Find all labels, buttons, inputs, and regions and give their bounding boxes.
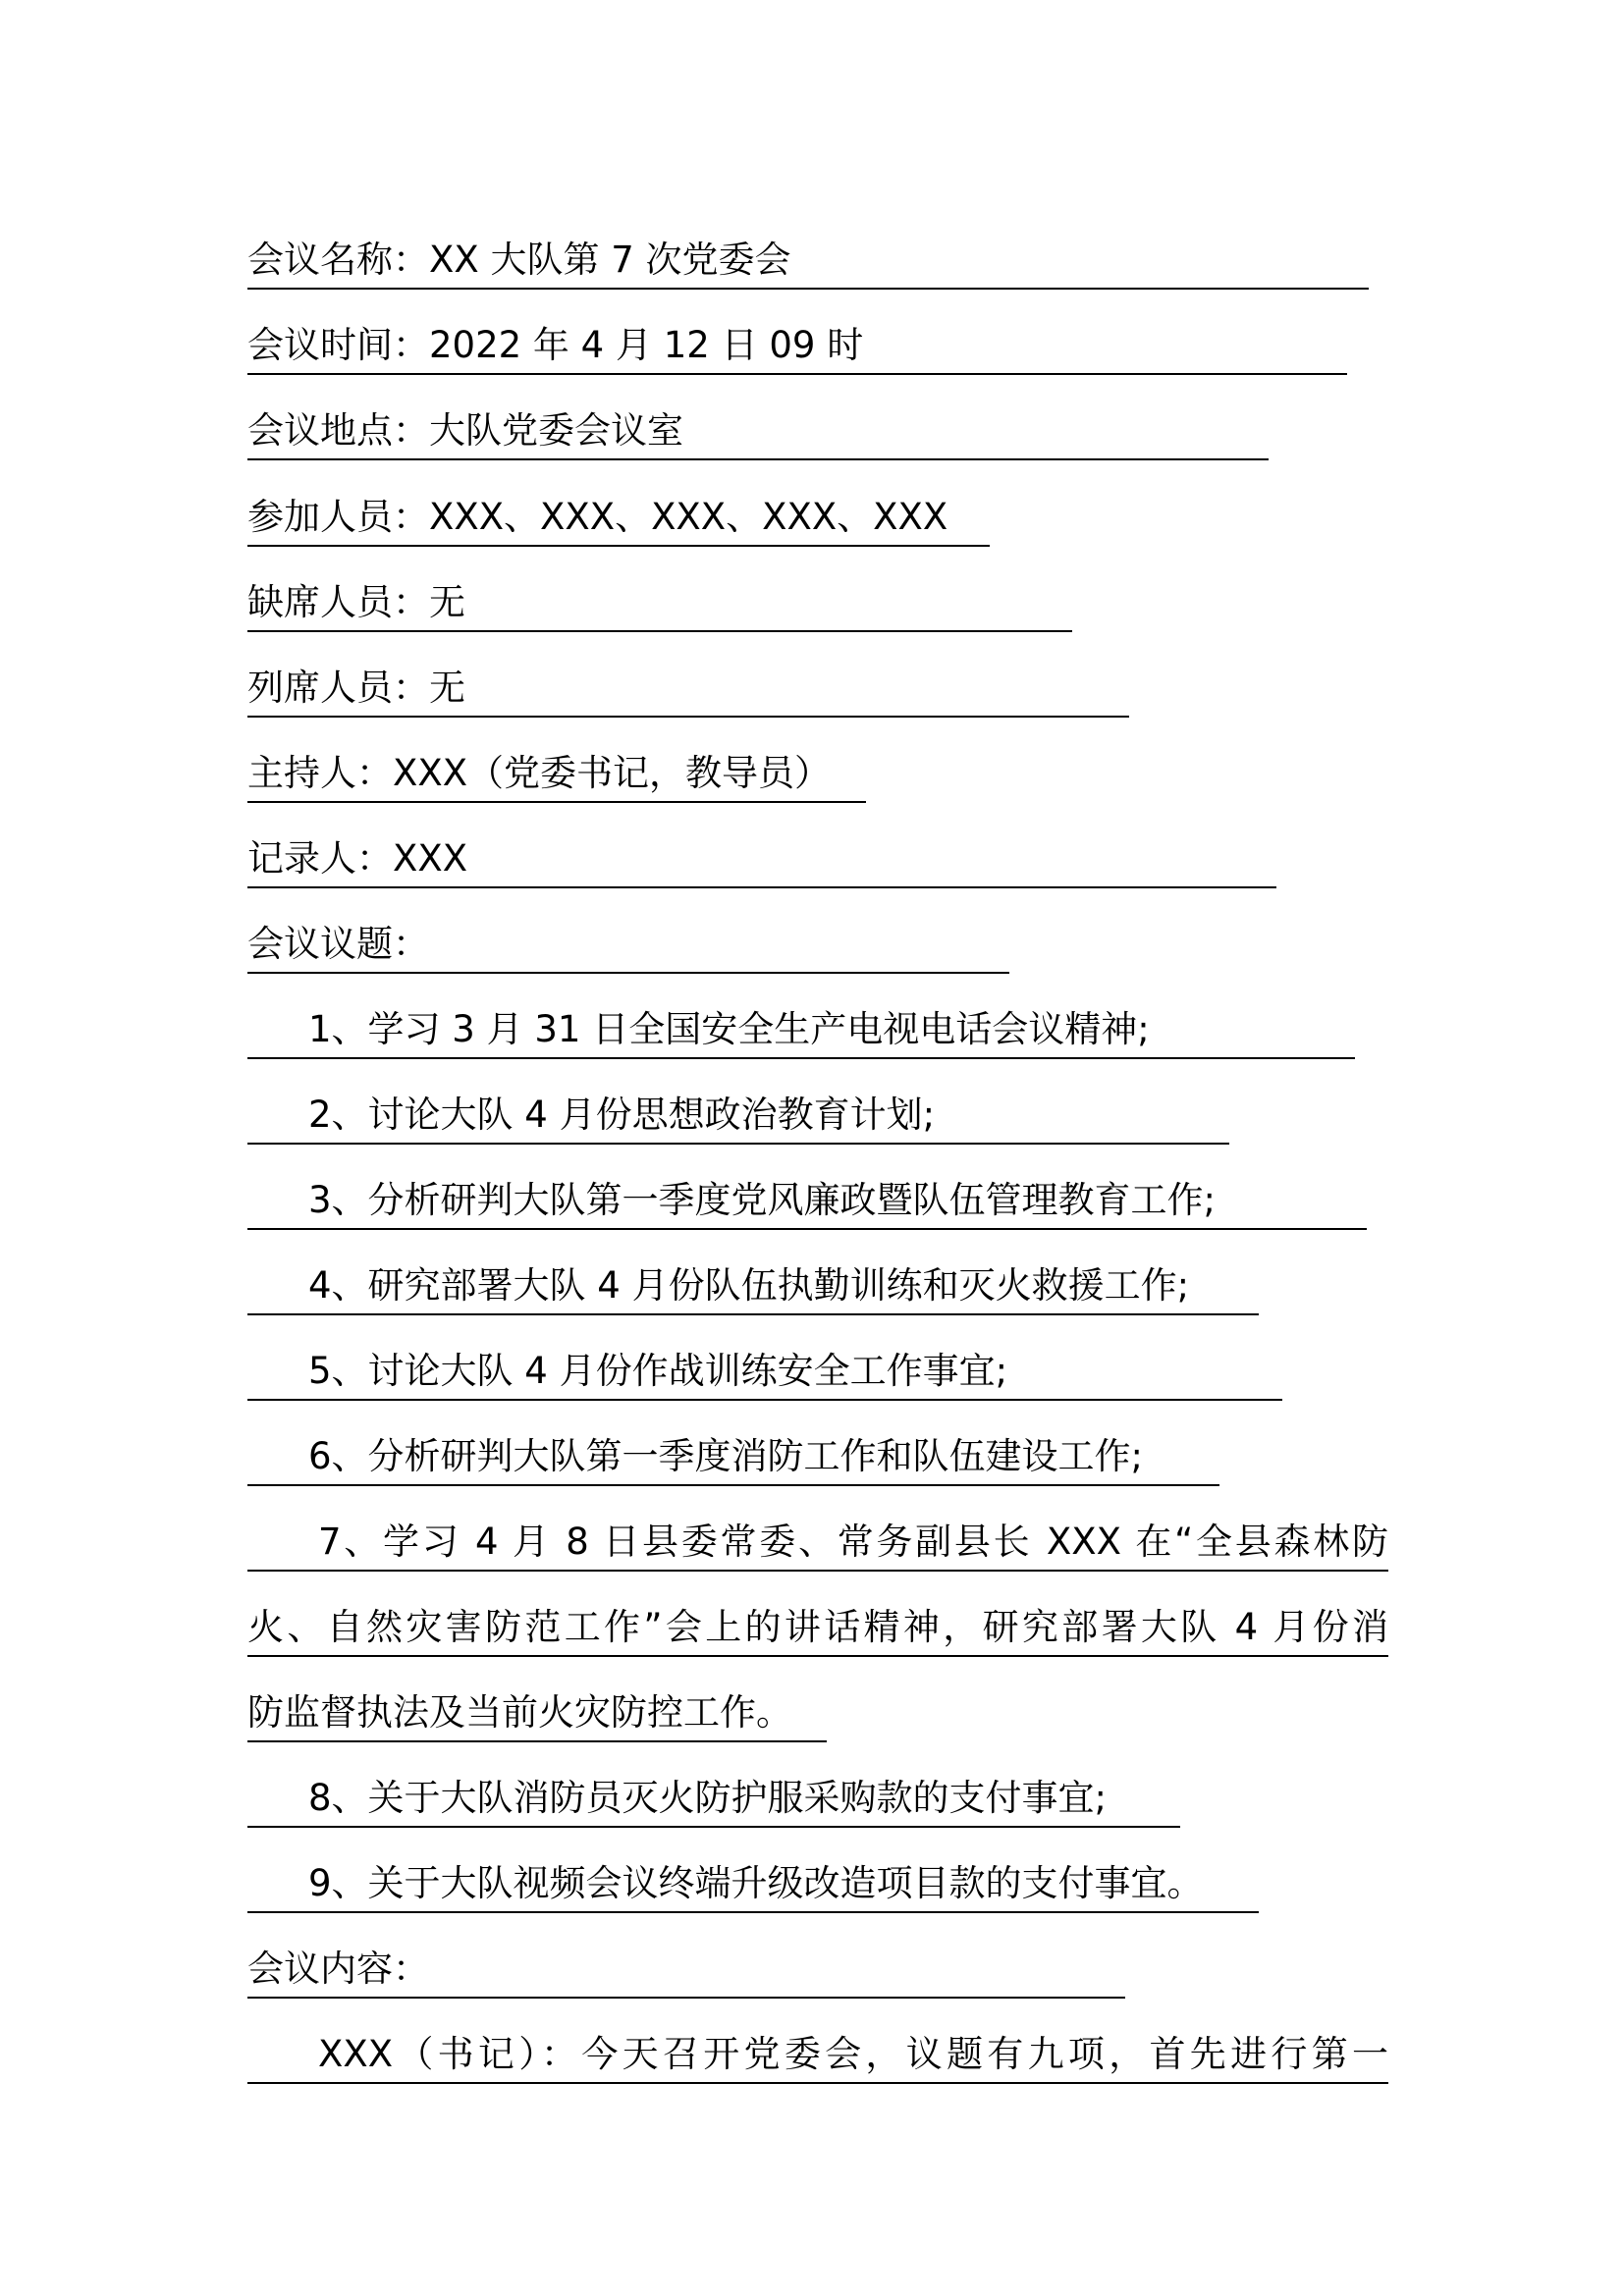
agenda-item xyxy=(247,1854,1259,1913)
content-paragraph xyxy=(247,2025,1388,2084)
agenda-item-text: 防监督执法及当前火灾防控工作。 xyxy=(247,1691,792,1734)
recorder-line xyxy=(247,829,1276,888)
meeting-location: 会议地点：大队党委会议室 xyxy=(247,409,683,452)
agenda-item xyxy=(247,1000,1355,1059)
agenda-item-continued xyxy=(247,1683,827,1742)
meeting-name: 会议名称：XX 大队第 7 次党委会 xyxy=(247,239,791,281)
absentees-line xyxy=(247,573,1072,632)
agenda-item xyxy=(247,1427,1219,1486)
meeting-name-line xyxy=(247,231,1369,290)
agenda-item-text: 6、分析研判大队第一季度消防工作和队伍建设工作; xyxy=(308,1435,1144,1477)
agenda-item-text: 4、研究部署大队 4 月份队伍执勤训练和灭火救援工作; xyxy=(308,1264,1190,1307)
meeting-location-line xyxy=(247,401,1269,460)
agenda-item-text: 2、讨论大队 4 月份思想政治教育计划; xyxy=(308,1094,936,1136)
agenda-item-text: 7、学习 4 月 8 日县委常委、常务副县长 XXX 在“全县森林防 xyxy=(318,1521,1388,1563)
observers: 列席人员：无 xyxy=(247,667,465,709)
recorder: 记录人：XXX xyxy=(247,837,468,880)
agenda-item-text: 9、关于大队视频会议终端升级改造项目款的支付事宜。 xyxy=(308,1862,1204,1904)
agenda-item xyxy=(247,1769,1180,1828)
observers-line xyxy=(247,659,1129,718)
absentees: 缺席人员：无 xyxy=(247,581,465,623)
agenda-item xyxy=(247,1256,1259,1315)
host-line xyxy=(247,744,866,803)
agenda-item xyxy=(247,1513,1388,1572)
agenda-heading: 会议议题： xyxy=(247,923,429,965)
agenda-heading-line xyxy=(247,915,1009,974)
agenda-item-text: 3、分析研判大队第一季度党风廉政暨队伍管理教育工作; xyxy=(308,1179,1217,1221)
content-first-line: XXX（书记）：今天召开党委会，议题有九项，首先进行第一 xyxy=(318,2033,1388,2075)
content-heading: 会议内容： xyxy=(247,1948,429,1990)
content-heading-line xyxy=(247,1940,1125,1999)
agenda-item-text: 8、关于大队消防员灭火防护服采购款的支付事宜; xyxy=(308,1777,1108,1819)
host: 主持人：XXX（党委书记，教导员） xyxy=(247,752,832,794)
attendees-line xyxy=(247,488,990,547)
agenda-item-continued xyxy=(247,1598,1388,1657)
agenda-item xyxy=(247,1171,1367,1230)
agenda-item xyxy=(247,1086,1229,1145)
attendees: 参加人员：XXX、XXX、XXX、XXX、XXX xyxy=(247,496,948,538)
agenda-item-text: 火、自然灾害防范工作”会上的讲话精神，研究部署大队 4 月份消 xyxy=(247,1606,1388,1648)
agenda-item-text: 1、学习 3 月 31 日全国安全生产电视电话会议精神; xyxy=(308,1008,1150,1050)
meeting-time: 会议时间：2022 年 4 月 12 日 09 时 xyxy=(247,324,864,366)
meeting-time-line xyxy=(247,316,1347,375)
agenda-item xyxy=(247,1342,1282,1401)
agenda-item-text: 5、讨论大队 4 月份作战训练安全工作事宜; xyxy=(308,1350,1008,1392)
